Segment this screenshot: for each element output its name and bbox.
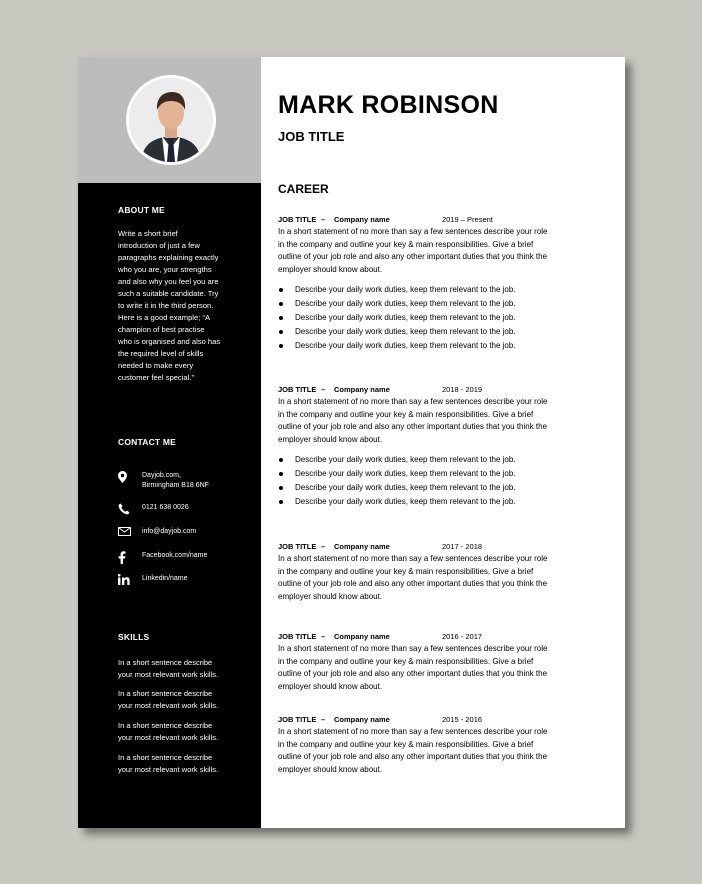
entry-dash: – <box>321 385 326 394</box>
skill-line: your most relevant work skills. <box>118 669 219 679</box>
entry-description-line: in the company and outline your key & main responsibilities. Give a brief <box>278 566 534 576</box>
entry-description-line: In a short statement of no more than say a few sentences describe your role <box>278 397 548 406</box>
entry-dates: 2016 - 2017 <box>442 632 483 641</box>
bullet-icon <box>279 486 283 490</box>
facebook-icon <box>118 551 142 564</box>
avatar <box>126 75 216 165</box>
candidate-name: MARK ROBINSON <box>278 91 499 119</box>
about-line: to write it in the third person. <box>118 301 214 310</box>
entry-job-title: JOB TITLE <box>278 385 317 394</box>
contact-linkedin-text: Linkedin/name <box>142 575 188 582</box>
duty-item <box>278 495 598 509</box>
contact-address-line-2: Birmingham B18 6NF <box>142 482 209 489</box>
career-entry <box>278 715 598 776</box>
entry-job-title: JOB TITLE <box>278 215 317 224</box>
duty-text: Describe your daily work duties, keep them relevant to the job. <box>295 469 516 478</box>
entry-description-line: In a short statement of no more than say a few sentences describe your role <box>278 227 548 236</box>
cv-page <box>78 57 625 828</box>
contact-address <box>118 471 258 493</box>
bullet-icon <box>279 344 283 348</box>
entry-description-line: outline of your job role and also any other important duties that you think the <box>278 422 548 431</box>
bullet-icon <box>279 472 283 476</box>
entry-job-title: JOB TITLE <box>278 632 317 641</box>
contact-phone <box>118 503 258 525</box>
bullet-icon <box>279 288 283 292</box>
skill-line: In a short sentence describe <box>118 689 213 698</box>
entry-description-line: in the company and outline your key & main responsibilities. Give a brief <box>278 739 534 749</box>
duty-item <box>278 325 598 339</box>
about-line: Write a short brief <box>118 229 178 238</box>
about-line: such a suitable candidate. Try <box>118 289 219 298</box>
contact-linkedin <box>118 574 258 596</box>
entry-description-line: In a short statement of no more than say a few sentences describe your role <box>278 554 548 563</box>
entry-company: Company name <box>334 385 390 394</box>
entry-description-line: employer should know about. <box>278 681 383 691</box>
entry-dates: 2018 - 2019 <box>442 385 483 394</box>
entry-description-line: outline of your job role and also any other important duties that you think the <box>278 579 548 588</box>
contact-email-text: info@dayjob.com <box>142 528 197 535</box>
entry-description <box>278 643 598 693</box>
duty-list <box>278 453 598 509</box>
about-line: champion of best practise <box>118 325 205 334</box>
skills-heading: SKILLS <box>118 632 150 642</box>
career-entry <box>278 215 598 353</box>
duty-text: Describe your daily work duties, keep them relevant to the job. <box>295 341 516 350</box>
duty-item <box>278 297 598 311</box>
bullet-icon <box>279 458 283 462</box>
entry-description <box>278 396 598 446</box>
skill-item <box>118 657 248 680</box>
entry-description-line: in the company and outline your key & main responsibilities. Give a brief <box>278 239 534 249</box>
entry-dash: – <box>321 632 326 641</box>
entry-company: Company name <box>334 632 390 641</box>
about-line: Here is a good example; “A <box>118 313 211 322</box>
entry-dates: 2019 – Present <box>442 215 493 224</box>
duty-item <box>278 311 598 325</box>
entry-description-line: In a short statement of no more than say a few sentences describe your role <box>278 644 548 653</box>
entry-description <box>278 726 598 776</box>
career-entry <box>278 385 598 509</box>
duty-list <box>278 283 598 353</box>
duty-item <box>278 481 598 495</box>
about-line: needed to make every <box>118 361 194 370</box>
skill-line: your most relevant work skills. <box>118 764 219 774</box>
contact-facebook <box>118 551 258 573</box>
about-line: customer feel special.” <box>118 373 194 382</box>
duty-item <box>278 453 598 467</box>
contact-address-line-1: Dayjob.com, <box>142 472 181 479</box>
skill-line: your most relevant work skills. <box>118 732 219 742</box>
about-line: who is organised and also has <box>118 337 221 346</box>
skill-line: In a short sentence describe <box>118 658 213 667</box>
entry-description-line: employer should know about. <box>278 591 383 601</box>
linkedin-icon <box>118 574 142 585</box>
duty-text: Describe your daily work duties, keep them relevant to the job. <box>295 497 516 506</box>
duty-item <box>278 283 598 297</box>
about-heading: ABOUT ME <box>118 205 165 215</box>
photo-band <box>78 57 261 183</box>
entry-dates: 2017 - 2018 <box>442 542 483 551</box>
duty-text: Describe your daily work duties, keep them relevant to the job. <box>295 483 516 492</box>
entry-company: Company name <box>334 542 390 551</box>
about-line: the required level of skills <box>118 349 204 358</box>
entry-header <box>278 542 598 553</box>
about-line: and also why you feel you are <box>118 277 219 286</box>
bullet-icon <box>279 316 283 320</box>
entry-description <box>278 226 598 276</box>
phone-icon <box>118 503 142 515</box>
entry-description-line: outline of your job role and also any other important duties that you think the <box>278 752 548 761</box>
entry-description-line: employer should know about. <box>278 264 383 274</box>
contact-heading: CONTACT ME <box>118 437 177 447</box>
about-line: paragraphs explaining exactly <box>118 253 219 262</box>
career-entry <box>278 632 598 693</box>
entry-description-line: employer should know about. <box>278 434 383 444</box>
contact-phone-text: 0121 638 0026 <box>142 504 189 511</box>
duty-item <box>278 339 598 353</box>
entry-header <box>278 385 598 396</box>
entry-description-line: outline of your job role and also any other important duties that you think the <box>278 669 548 678</box>
career-heading: CAREER <box>278 182 329 196</box>
duty-text: Describe your daily work duties, keep them relevant to the job. <box>295 455 516 464</box>
contact-facebook-text: Facebook.com/name <box>142 552 208 559</box>
entry-description-line: in the company and outline your key & main responsibilities. Give a brief <box>278 656 534 666</box>
entry-description <box>278 553 598 603</box>
entry-header <box>278 215 598 226</box>
sidebar <box>78 57 261 828</box>
entry-company: Company name <box>334 715 390 724</box>
skill-item <box>118 720 248 743</box>
bullet-icon <box>279 500 283 504</box>
bullet-icon <box>279 330 283 334</box>
entry-dash: – <box>321 542 326 551</box>
about-line: introduction of just a few <box>118 241 200 250</box>
about-line: who you are, your strengths <box>118 265 212 274</box>
entry-job-title: JOB TITLE <box>278 715 317 724</box>
portrait-photo-icon <box>129 78 213 162</box>
entry-dash: – <box>321 715 326 724</box>
entry-dash: – <box>321 215 326 224</box>
duty-text: Describe your daily work duties, keep them relevant to the job. <box>295 299 516 308</box>
entry-job-title: JOB TITLE <box>278 542 317 551</box>
skill-line: your most relevant work skills. <box>118 700 219 710</box>
entry-description-line: employer should know about. <box>278 764 383 774</box>
bullet-icon <box>279 302 283 306</box>
skill-item <box>118 752 248 775</box>
entry-description-line: outline of your job role and also any other important duties that you think the <box>278 252 548 261</box>
entry-header <box>278 632 598 643</box>
entry-company: Company name <box>334 215 390 224</box>
skill-item <box>118 688 248 711</box>
entry-description-line: in the company and outline your key & main responsibilities. Give a brief <box>278 409 534 419</box>
skill-line: In a short sentence describe <box>118 753 213 762</box>
envelope-icon <box>118 527 142 536</box>
contact-email <box>118 527 258 549</box>
location-pin-icon <box>118 471 142 483</box>
duty-text: Describe your daily work duties, keep them relevant to the job. <box>295 313 516 322</box>
entry-description-line: In a short statement of no more than say a few sentences describe your role <box>278 727 548 736</box>
skill-line: In a short sentence describe <box>118 721 213 730</box>
duty-item <box>278 467 598 481</box>
entry-header <box>278 715 598 726</box>
entry-dates: 2015 - 2016 <box>442 715 483 724</box>
duty-text: Describe your daily work duties, keep them relevant to the job. <box>295 327 516 336</box>
about-text <box>118 228 238 384</box>
job-title: JOB TITLE <box>278 129 345 144</box>
career-entry <box>278 542 598 603</box>
duty-text: Describe your daily work duties, keep them relevant to the job. <box>295 285 516 294</box>
